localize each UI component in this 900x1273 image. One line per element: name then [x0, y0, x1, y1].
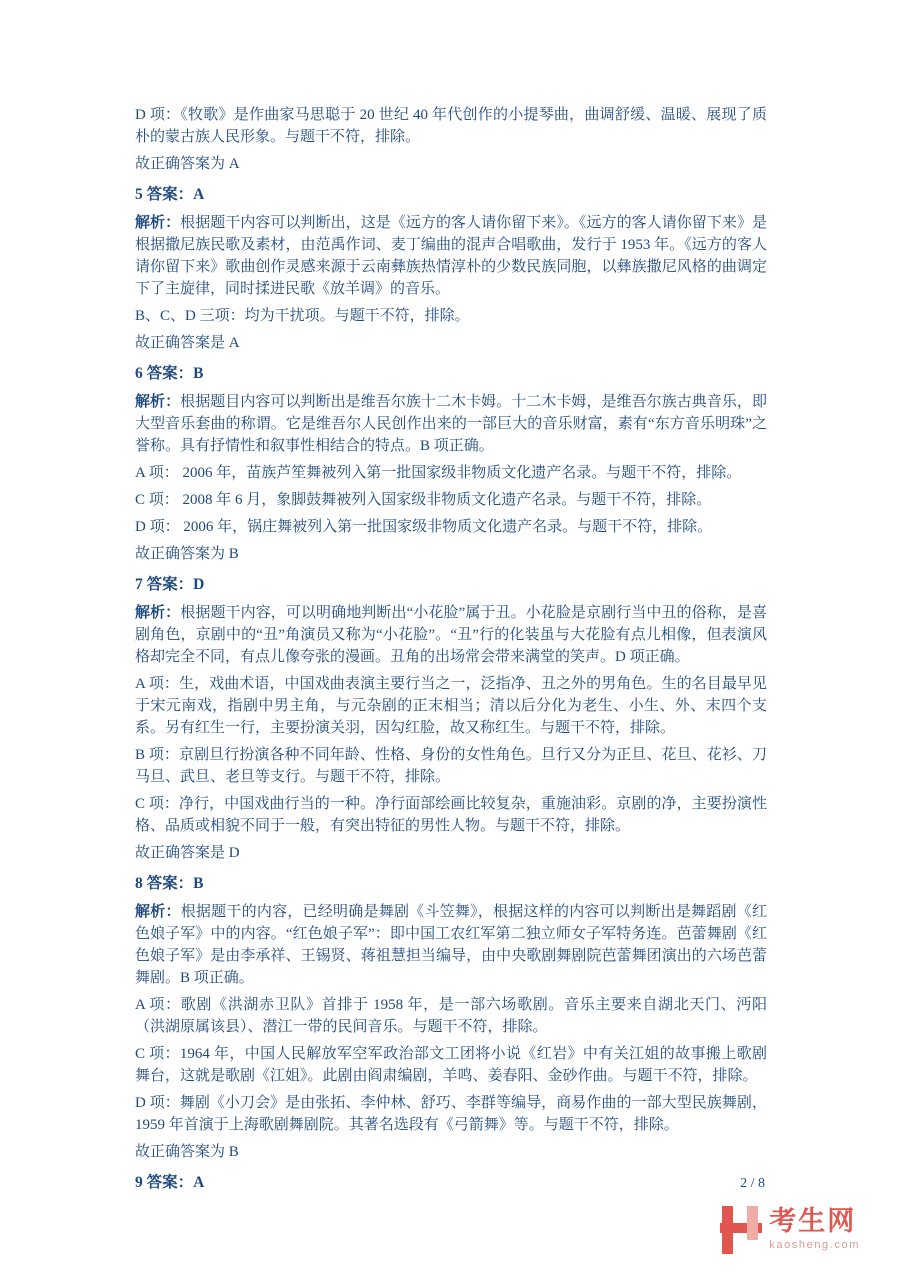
analysis-label: 解析：	[135, 394, 181, 410]
paragraph: A 项：歌剧《洪湖赤卫队》首排于 1958 年，是一部六场歌剧。音乐主要来自湖北天门、沔阳（洪湖原属该县）、潜江一带的民间音乐。与题干不符，排除。	[135, 997, 767, 1035]
analysis-text: 根据题干内容可以判断出，这是《远方的客人请你留下来》。《远方的客人请你留下来》是根据撒尼族民歌及素材，由范禹作词、麦丁编曲的混声合唱歌曲，发行于 1953 年。《远方的客人请你留下来》歌曲创作灵感来源于云南彝族热情淳朴的少数民族同胞，以彝族撒尼风格的曲调定下了主旋律，同时揉进民歌《放羊调》的音乐。	[135, 215, 767, 297]
paragraph: D 项：《牧歌》是作曲家马思聪于 20 世纪 40 年代创作的小提琴曲，曲调舒缓、温暖、展现了质朴的蒙古族人民形象。与题干不符，排除。	[135, 107, 767, 145]
kaosheng-logo-icon	[720, 1206, 762, 1254]
analysis-label: 解析：	[135, 904, 181, 920]
paragraph: A 项：生，戏曲术语，中国戏曲表演主要行当之一，泛指净、丑之外的男角色。生的名目最早见于宋元南戏，指剧中男主角，与元杂剧的正末相当；清以后分化为老生、小生、外、末四个支系。另有红生一行，主要扮演关羽，因勾红脸，故又称红生。与题干不符，排除。	[135, 676, 767, 736]
page-number: 2 / 8	[740, 1176, 765, 1191]
analysis-text: 根据题目内容可以判断出是维吾尔族十二木卡姆。十二木卡姆，是维吾尔族古典音乐，即大型音乐套曲的称谓。它是维吾尔人民创作出来的一部巨大的音乐财富，素有“东方音乐明珠”之誉称。具有抒情性和叙事性相结合的特点。B 项正确。	[135, 394, 767, 454]
analysis-paragraph	[135, 901, 767, 989]
answer-heading: 5 答案：A	[135, 186, 205, 203]
analysis-label: 解析：	[135, 605, 181, 621]
paragraph: A 项： 2006 年，苗族芦笙舞被列入第一批国家级非物质文化遗产名录。与题干不符，排除。	[135, 465, 742, 481]
paragraph: 故正确答案为 B	[135, 546, 239, 562]
logo-site-name: 考生网	[769, 1206, 857, 1236]
paragraph: C 项：1964 年，中国人民解放军空军政治部文工团将小说《红岩》中有关江姐的故事搬上歌剧舞台，这就是歌剧《江姐》。此剧由阎肃编剧，羊鸣、姜春阳、金砂作曲。与题干不符，排除。	[135, 1046, 767, 1084]
paragraph: B、C、D 三项：均为干扰项。与题干不符，排除。	[135, 308, 470, 324]
paragraph: D 项：舞剧《小刀会》是由张拓、李仲林、舒巧、李群等编导，商易作曲的一部大型民族舞剧， 1959 年首演于上海歌剧舞剧院。其著名选段有《弓箭舞》等。与题干不符，排除。	[135, 1095, 767, 1133]
paragraph: B 项：京剧旦行扮演各种不同年龄、性格、身份的女性角色。旦行又分为正旦、花旦、花衫、刀马旦、武旦、老旦等支行。与题干不符，排除。	[135, 747, 767, 785]
analysis-label: 解析：	[135, 215, 181, 231]
logo-text	[769, 1206, 860, 1251]
analysis-paragraph	[135, 602, 767, 668]
site-logo	[720, 1206, 860, 1254]
paragraph: 故正确答案为 A	[135, 156, 240, 172]
paragraph: C 项： 2008 年 6 月，象脚鼓舞被列入国家级非物质文化遗产名录。与题干不符，排除。	[135, 492, 712, 508]
analysis-text: 根据题干内容，可以明确地判断出“小花脸”属于丑。小花脸是京剧行当中丑的俗称，是喜剧角色，京剧中的“丑”角演员又称为“小花脸”。“丑”行的化装虽与大花脸有点儿相像，但表演风格却完全不同，有点儿像夸张的漫画。丑角的出场常会带来满堂的笑声。D 项正确。	[135, 605, 767, 665]
analysis-text: 根据题干的内容，已经明确是舞剧《斗笠舞》，根据这样的内容可以判断出是舞蹈剧《红色娘子军》中的内容。“红色娘子军”：即中国工农红军第二独立师女子军特务连。芭蕾舞剧《红色娘子军》是由李承祥、王锡贤、蒋祖慧担当编导，由中央歌剧舞剧院芭蕾舞团演出的六场芭蕾舞剧。B 项正确。	[135, 904, 767, 986]
answer-heading: 9 答案：A	[135, 1174, 205, 1191]
paragraph: C 项：净行，中国戏曲行当的一种。净行面部绘画比较复杂，重施油彩。京剧的净，主要扮演性格、品质或相貌不同于一般，有突出特征的男性人物。与题干不符，排除。	[135, 796, 767, 834]
paragraph: 故正确答案是 D	[135, 845, 240, 861]
paragraph: D 项： 2006 年，锅庄舞被列入第一批国家级非物质文化遗产名录。与题干不符，排除。	[135, 519, 713, 535]
paragraph: 故正确答案为 B	[135, 1144, 239, 1160]
paragraph: 故正确答案是 A	[135, 335, 240, 351]
logo-site-url: kaosheng.com	[769, 1239, 860, 1251]
answer-heading: 8 答案：B	[135, 875, 204, 892]
answer-heading: 6 答案：B	[135, 365, 204, 382]
analysis-paragraph	[135, 391, 767, 457]
analysis-paragraph	[135, 212, 767, 300]
answer-heading: 7 答案：D	[135, 576, 205, 593]
document-content	[135, 104, 767, 1200]
